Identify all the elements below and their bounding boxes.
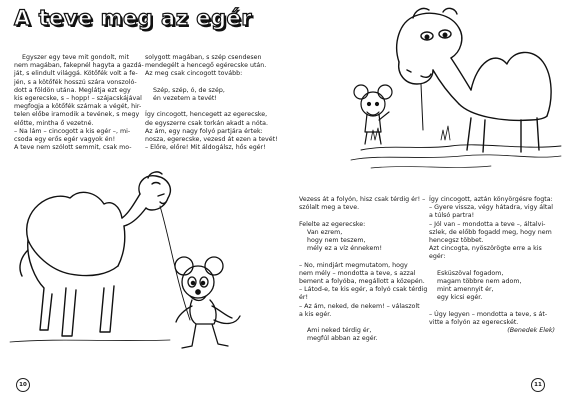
text-line: de egyszerre csak torkán akadt a nóta.: [145, 119, 269, 127]
blank-line: [429, 262, 555, 270]
page-number-left: 10: [16, 378, 30, 392]
text-line: – Az ám, neked, de nekem! – válaszolt: [299, 302, 420, 310]
text-line: szlek, de előbb fogadd meg, hogy nem: [429, 228, 552, 236]
text-line: solygott magában, s szép csendesen: [145, 54, 262, 61]
text-line: nem magában, fakepnél hagyta a gazdá-: [14, 62, 144, 70]
left-column-1: [14, 54, 144, 152]
text-line: dott a földön utána. Meglátja ezt egy: [14, 86, 131, 94]
text-line: mély ez a víz énnekem!: [307, 245, 382, 253]
text-line: előtte, mintha ő vezetné.: [14, 119, 94, 127]
author-credit: (Benedek Elek): [507, 327, 555, 335]
text-line: – Úgy legyen – mondotta a teve, s át-: [429, 310, 548, 318]
text-line: kis egerecske, s – hopp! – szájacskájával: [14, 95, 142, 103]
text-line: Így cincogott, hencegett az egerecske,: [145, 111, 268, 119]
text-line: – Látod-e, te kis egér, a folyó csak térdig: [299, 286, 428, 294]
text-line: Vezess át a folyón, hisz csak térdig ér! –: [299, 196, 426, 203]
text-line: bement a folyóba, megállott a közepén.: [299, 278, 425, 285]
text-line: Szép, szép, ó, de szép,: [153, 86, 225, 94]
camel-river-illustration: [281, 0, 562, 190]
text-line: telen előbe iramodik a tevének, s megy: [14, 111, 140, 119]
text-line: Esküszöval fogadom,: [437, 269, 504, 277]
text-line: Ami neked térdig ér,: [307, 327, 372, 335]
text-line: a túlsó partra!: [429, 212, 475, 220]
text-line: – Előre, előre! Mit áldogálsz, hős egér!: [145, 144, 266, 152]
blank-line: [429, 303, 555, 311]
text-line: a kis egér.: [299, 310, 332, 318]
right-column-2: [429, 196, 555, 335]
text-line: Az ám, egy nagy folyó partjára értek:: [145, 127, 263, 135]
text-line: – Na lám – cincogott a kis egér –, mi-: [14, 127, 131, 135]
text-line: Van ezrem,: [307, 228, 343, 236]
text-line: hogy nem teszem,: [307, 237, 366, 244]
text-line: A teve nem szólott semmit, csak mo-: [14, 144, 132, 152]
text-line: szólalt meg a teve.: [299, 204, 360, 212]
text-line: – Gyere vissza, végy hátadra, vigy által: [429, 204, 553, 212]
right-column-1: [299, 196, 428, 344]
text-line: Az meg csak cincogott tovább:: [145, 70, 243, 78]
blank-line: [299, 319, 419, 327]
text-line: mint amennyit ér,: [437, 286, 494, 294]
text-line: vitte a folyón az egerecskét.: [429, 319, 519, 327]
text-line: megfúl abban az egér.: [307, 335, 378, 343]
text-line: Így cincogott, aztán könyörgésre fogta:: [429, 196, 553, 203]
text-line: nem mély – mondotta a teve, s azzal: [299, 269, 416, 277]
blank-line: [299, 212, 419, 220]
text-line: egér:: [429, 253, 446, 261]
story-title: A teve meg az egér: [14, 6, 253, 30]
text-line: nosza, egerecske, vezesd át ezen a tevét!: [145, 136, 278, 143]
text-line: Egyszer egy teve mit gondolt, mit: [22, 54, 129, 61]
text-line: Azt cincogta, nyöszörögte erre a kis: [429, 245, 542, 253]
camel-mouse-illustration: [0, 170, 281, 400]
page-number-right: 11: [531, 378, 545, 392]
text-line: csoda egy erős egér vagyok én!: [14, 136, 116, 144]
text-line: egy kicsi egér.: [437, 294, 483, 302]
text-line: Felelte az egerecske:: [299, 220, 366, 228]
text-line: magam többre nem adom,: [437, 278, 522, 286]
right-page: [281, 0, 562, 400]
text-line: – No, mindjárt megmutatom, hogy: [299, 261, 408, 269]
text-line: megfogja a kötőfék szárnak a végét, hir-: [14, 103, 142, 111]
text-line: én vezetem a tevét!: [153, 95, 217, 102]
text-line: hencegsz többet.: [429, 237, 484, 245]
text-line: jén, s a kötőfék hosszú szára vonszoló-: [14, 78, 137, 86]
text-line: ér!: [299, 294, 308, 302]
text-line: – Jól van – mondotta a teve –, általvi-: [429, 220, 546, 228]
left-column-2: [145, 54, 278, 152]
text-line: mendegélt a hencegő egérecske után.: [145, 62, 267, 70]
blank-line: [299, 253, 419, 261]
blank-line: [145, 79, 273, 87]
text-line: ját, s elindult világgá. Kötőfék volt a fe-: [14, 70, 138, 78]
